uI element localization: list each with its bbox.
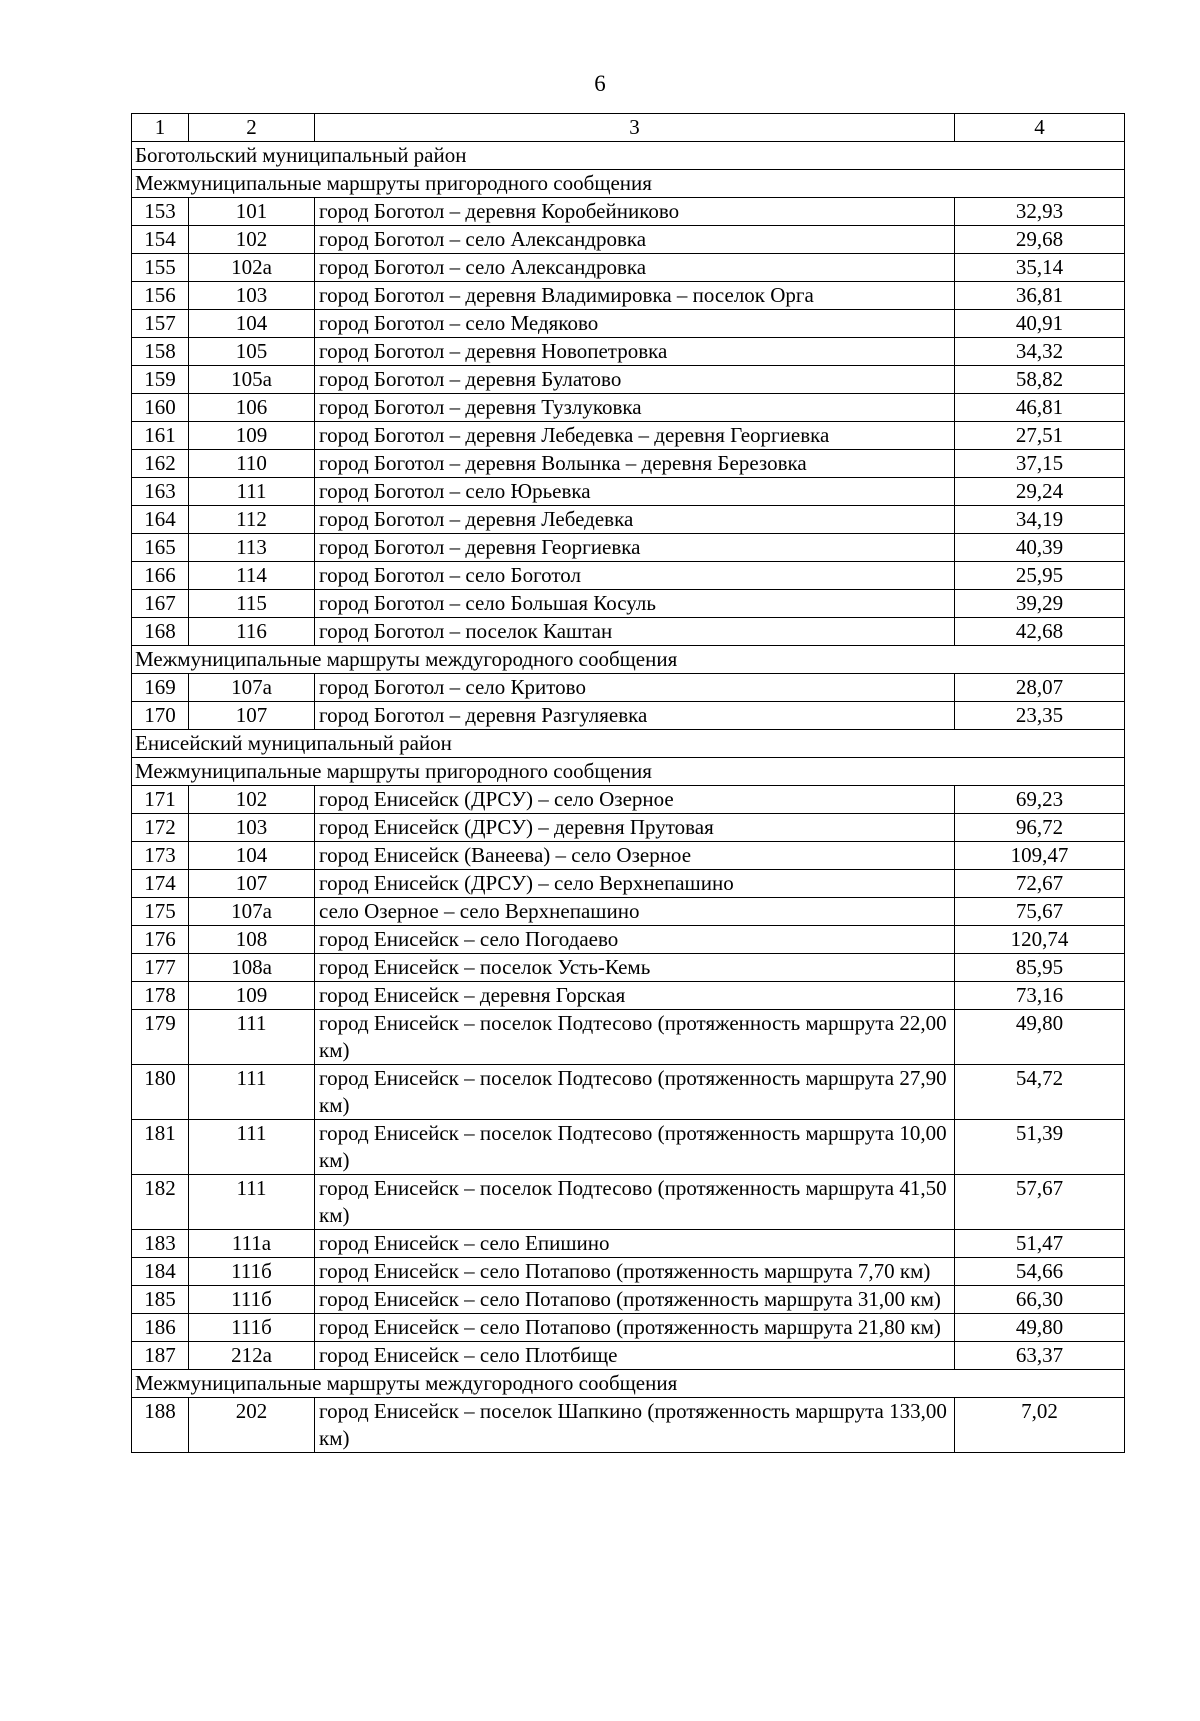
table-row xyxy=(132,1398,1125,1453)
route-number-cell: 109 xyxy=(189,982,315,1010)
route-number-cell: 101 xyxy=(189,198,315,226)
table-row xyxy=(132,898,1125,926)
route-name-cell: город Боготол – деревня Волынка – деревня Березовка xyxy=(315,450,955,478)
route-name-cell: город Боготол – село Критово xyxy=(315,674,955,702)
distance-cell: 51,39 xyxy=(955,1120,1125,1175)
route-name-cell: город Боготол – село Александровка xyxy=(315,226,955,254)
distance-cell: 120,74 xyxy=(955,926,1125,954)
route-number-cell: 105 xyxy=(189,338,315,366)
table-row xyxy=(132,338,1125,366)
route-number-cell: 108 xyxy=(189,926,315,954)
distance-cell: 54,72 xyxy=(955,1065,1125,1120)
table-row xyxy=(132,618,1125,646)
row-number-cell: 156 xyxy=(132,282,189,310)
table-row xyxy=(132,702,1125,730)
route-number-cell: 212а xyxy=(189,1342,315,1370)
row-number-cell: 187 xyxy=(132,1342,189,1370)
table-row xyxy=(132,870,1125,898)
distance-cell: 29,24 xyxy=(955,478,1125,506)
section-title: Енисейский муниципальный район xyxy=(132,730,1125,758)
row-number-cell: 170 xyxy=(132,702,189,730)
route-number-cell: 105а xyxy=(189,366,315,394)
table-row xyxy=(132,982,1125,1010)
section-title: Межмуниципальные маршруты междугородного сообщения xyxy=(132,646,1125,674)
row-number-cell: 164 xyxy=(132,506,189,534)
section-header-row xyxy=(132,170,1125,198)
distance-cell: 28,07 xyxy=(955,674,1125,702)
route-name-cell: город Боготол – деревня Булатово xyxy=(315,366,955,394)
route-number-cell: 102 xyxy=(189,226,315,254)
table-row xyxy=(132,814,1125,842)
route-name-cell: город Боготол – село Александровка xyxy=(315,254,955,282)
route-name-cell: город Боготол – деревня Лебедевка – деревня Георгиевка xyxy=(315,422,955,450)
route-number-cell: 107а xyxy=(189,898,315,926)
route-number-cell: 111 xyxy=(189,478,315,506)
distance-cell: 23,35 xyxy=(955,702,1125,730)
route-name-cell: город Боготол – деревня Коробейниково xyxy=(315,198,955,226)
route-name-cell: город Енисейск – деревня Горская xyxy=(315,982,955,1010)
distance-cell: 58,82 xyxy=(955,366,1125,394)
route-number-cell: 111 xyxy=(189,1010,315,1065)
table-row xyxy=(132,198,1125,226)
section-title: Межмуниципальные маршруты междугородного сообщения xyxy=(132,1370,1125,1398)
row-number-cell: 178 xyxy=(132,982,189,1010)
distance-cell: 96,72 xyxy=(955,814,1125,842)
row-number-cell: 175 xyxy=(132,898,189,926)
route-name-cell: город Енисейск – поселок Шапкино (протяженность маршрута 133,00 км) xyxy=(315,1398,955,1453)
row-number-cell: 159 xyxy=(132,366,189,394)
route-number-cell: 104 xyxy=(189,842,315,870)
row-number-cell: 180 xyxy=(132,1065,189,1120)
route-name-cell: город Боготол – село Боготол xyxy=(315,562,955,590)
route-name-cell: село Озерное – село Верхнепашино xyxy=(315,898,955,926)
route-name-cell: город Боготол – деревня Тузлуковка xyxy=(315,394,955,422)
row-number-cell: 161 xyxy=(132,422,189,450)
route-name-cell: город Боготол – деревня Георгиевка xyxy=(315,534,955,562)
row-number-cell: 185 xyxy=(132,1286,189,1314)
row-number-cell: 168 xyxy=(132,618,189,646)
route-number-cell: 111б xyxy=(189,1314,315,1342)
route-name-cell: город Енисейск (ДРСУ) – село Озерное xyxy=(315,786,955,814)
distance-cell: 46,81 xyxy=(955,394,1125,422)
table-row xyxy=(132,562,1125,590)
distance-cell: 85,95 xyxy=(955,954,1125,982)
route-number-cell: 111б xyxy=(189,1286,315,1314)
distance-cell: 51,47 xyxy=(955,1230,1125,1258)
distance-cell: 27,51 xyxy=(955,422,1125,450)
route-number-cell: 111 xyxy=(189,1175,315,1230)
route-name-cell: город Енисейск (ДРСУ) – село Верхнепашино xyxy=(315,870,955,898)
route-name-cell: город Енисейск – поселок Усть-Кемь xyxy=(315,954,955,982)
table-row xyxy=(132,478,1125,506)
route-number-cell: 113 xyxy=(189,534,315,562)
route-name-cell: город Енисейск – поселок Подтесово (протяженность маршрута 27,90 км) xyxy=(315,1065,955,1120)
row-number-cell: 154 xyxy=(132,226,189,254)
table-row xyxy=(132,450,1125,478)
distance-cell: 25,95 xyxy=(955,562,1125,590)
table-row xyxy=(132,422,1125,450)
route-name-cell: город Боготол – деревня Разгуляевка xyxy=(315,702,955,730)
route-name-cell: город Боготол – село Большая Косуль xyxy=(315,590,955,618)
table-row xyxy=(132,226,1125,254)
route-number-cell: 108а xyxy=(189,954,315,982)
section-header-row xyxy=(132,1370,1125,1398)
table-row xyxy=(132,254,1125,282)
row-number-cell: 165 xyxy=(132,534,189,562)
table-header-row xyxy=(132,114,1125,142)
table-row xyxy=(132,1175,1125,1230)
row-number-cell: 171 xyxy=(132,786,189,814)
distance-cell: 57,67 xyxy=(955,1175,1125,1230)
row-number-cell: 153 xyxy=(132,198,189,226)
distance-cell: 40,91 xyxy=(955,310,1125,338)
row-number-cell: 163 xyxy=(132,478,189,506)
header-cell-1: 1 xyxy=(132,114,189,142)
route-name-cell: город Боготол – село Медяково xyxy=(315,310,955,338)
route-number-cell: 111 xyxy=(189,1120,315,1175)
distance-cell: 35,14 xyxy=(955,254,1125,282)
row-number-cell: 183 xyxy=(132,1230,189,1258)
distance-cell: 66,30 xyxy=(955,1286,1125,1314)
row-number-cell: 172 xyxy=(132,814,189,842)
page-number: 6 xyxy=(594,71,606,96)
route-number-cell: 103 xyxy=(189,282,315,310)
header-cell-3: 3 xyxy=(315,114,955,142)
section-header-row xyxy=(132,730,1125,758)
route-number-cell: 107 xyxy=(189,870,315,898)
distance-cell: 7,02 xyxy=(955,1398,1125,1453)
route-name-cell: город Боготол – деревня Лебедевка xyxy=(315,506,955,534)
distance-cell: 63,37 xyxy=(955,1342,1125,1370)
route-number-cell: 202 xyxy=(189,1398,315,1453)
row-number-cell: 166 xyxy=(132,562,189,590)
header-cell-4: 4 xyxy=(955,114,1125,142)
route-number-cell: 106 xyxy=(189,394,315,422)
distance-cell: 49,80 xyxy=(955,1314,1125,1342)
distance-cell: 37,15 xyxy=(955,450,1125,478)
row-number-cell: 169 xyxy=(132,674,189,702)
route-name-cell: город Боготол – село Юрьевка xyxy=(315,478,955,506)
route-number-cell: 112 xyxy=(189,506,315,534)
table-row xyxy=(132,674,1125,702)
table-row xyxy=(132,1314,1125,1342)
table-row xyxy=(132,590,1125,618)
table-row xyxy=(132,786,1125,814)
distance-cell: 69,23 xyxy=(955,786,1125,814)
header-cell-2: 2 xyxy=(189,114,315,142)
table-row xyxy=(132,534,1125,562)
distance-cell: 32,93 xyxy=(955,198,1125,226)
route-name-cell: город Енисейск – село Потапово (протяженность маршрута 21,80 км) xyxy=(315,1314,955,1342)
route-name-cell: город Енисейск (ДРСУ) – деревня Прутовая xyxy=(315,814,955,842)
table-row xyxy=(132,1010,1125,1065)
row-number-cell: 173 xyxy=(132,842,189,870)
table-row xyxy=(132,842,1125,870)
route-number-cell: 115 xyxy=(189,590,315,618)
route-number-cell: 116 xyxy=(189,618,315,646)
table-row xyxy=(132,1342,1125,1370)
distance-cell: 39,29 xyxy=(955,590,1125,618)
distance-cell: 109,47 xyxy=(955,842,1125,870)
distance-cell: 54,66 xyxy=(955,1258,1125,1286)
row-number-cell: 188 xyxy=(132,1398,189,1453)
row-number-cell: 177 xyxy=(132,954,189,982)
table-row xyxy=(132,394,1125,422)
section-header-row xyxy=(132,758,1125,786)
row-number-cell: 157 xyxy=(132,310,189,338)
route-number-cell: 107 xyxy=(189,702,315,730)
distance-cell: 73,16 xyxy=(955,982,1125,1010)
table-row xyxy=(132,282,1125,310)
route-name-cell: город Енисейск – поселок Подтесово (протяженность маршрута 22,00 км) xyxy=(315,1010,955,1065)
route-number-cell: 109 xyxy=(189,422,315,450)
route-name-cell: город Енисейск – село Потапово (протяженность маршрута 31,00 км) xyxy=(315,1286,955,1314)
table-row xyxy=(132,1286,1125,1314)
section-header-row xyxy=(132,646,1125,674)
route-name-cell: город Енисейск (Ванеева) – село Озерное xyxy=(315,842,955,870)
distance-cell: 29,68 xyxy=(955,226,1125,254)
row-number-cell: 182 xyxy=(132,1175,189,1230)
route-name-cell: город Енисейск – село Потапово (протяженность маршрута 7,70 км) xyxy=(315,1258,955,1286)
table-row xyxy=(132,1120,1125,1175)
routes-table-body xyxy=(132,114,1125,1453)
section-header-row xyxy=(132,142,1125,170)
route-number-cell: 114 xyxy=(189,562,315,590)
table-row xyxy=(132,1258,1125,1286)
distance-cell: 34,32 xyxy=(955,338,1125,366)
section-title: Межмуниципальные маршруты пригородного сообщения xyxy=(132,170,1125,198)
route-name-cell: город Енисейск – село Погодаево xyxy=(315,926,955,954)
row-number-cell: 174 xyxy=(132,870,189,898)
row-number-cell: 176 xyxy=(132,926,189,954)
distance-cell: 36,81 xyxy=(955,282,1125,310)
row-number-cell: 186 xyxy=(132,1314,189,1342)
route-name-cell: город Енисейск – поселок Подтесово (протяженность маршрута 10,00 км) xyxy=(315,1120,955,1175)
row-number-cell: 184 xyxy=(132,1258,189,1286)
row-number-cell: 179 xyxy=(132,1010,189,1065)
section-title: Межмуниципальные маршруты пригородного сообщения xyxy=(132,758,1125,786)
route-number-cell: 104 xyxy=(189,310,315,338)
distance-cell: 75,67 xyxy=(955,898,1125,926)
row-number-cell: 160 xyxy=(132,394,189,422)
row-number-cell: 162 xyxy=(132,450,189,478)
table-row xyxy=(132,1230,1125,1258)
distance-cell: 34,19 xyxy=(955,506,1125,534)
route-name-cell: город Боготол – деревня Владимировка – поселок Орга xyxy=(315,282,955,310)
route-number-cell: 103 xyxy=(189,814,315,842)
distance-cell: 72,67 xyxy=(955,870,1125,898)
route-number-cell: 111а xyxy=(189,1230,315,1258)
route-name-cell: город Енисейск – село Епишино xyxy=(315,1230,955,1258)
route-number-cell: 111б xyxy=(189,1258,315,1286)
table-row xyxy=(132,954,1125,982)
route-number-cell: 110 xyxy=(189,450,315,478)
route-number-cell: 107а xyxy=(189,674,315,702)
route-number-cell: 102 xyxy=(189,786,315,814)
route-name-cell: город Енисейск – село Плотбище xyxy=(315,1342,955,1370)
distance-cell: 42,68 xyxy=(955,618,1125,646)
row-number-cell: 158 xyxy=(132,338,189,366)
table-row xyxy=(132,310,1125,338)
route-name-cell: город Боготол – поселок Каштан xyxy=(315,618,955,646)
row-number-cell: 155 xyxy=(132,254,189,282)
route-number-cell: 111 xyxy=(189,1065,315,1120)
table-row xyxy=(132,1065,1125,1120)
route-number-cell: 102а xyxy=(189,254,315,282)
route-name-cell: город Енисейск – поселок Подтесово (протяженность маршрута 41,50 км) xyxy=(315,1175,955,1230)
route-name-cell: город Боготол – деревня Новопетровка xyxy=(315,338,955,366)
distance-cell: 49,80 xyxy=(955,1010,1125,1065)
row-number-cell: 181 xyxy=(132,1120,189,1175)
table-row xyxy=(132,366,1125,394)
row-number-cell: 167 xyxy=(132,590,189,618)
table-row xyxy=(132,506,1125,534)
distance-cell: 40,39 xyxy=(955,534,1125,562)
table-row xyxy=(132,926,1125,954)
section-title: Боготольский муниципальный район xyxy=(132,142,1125,170)
routes-table xyxy=(131,113,1125,1453)
